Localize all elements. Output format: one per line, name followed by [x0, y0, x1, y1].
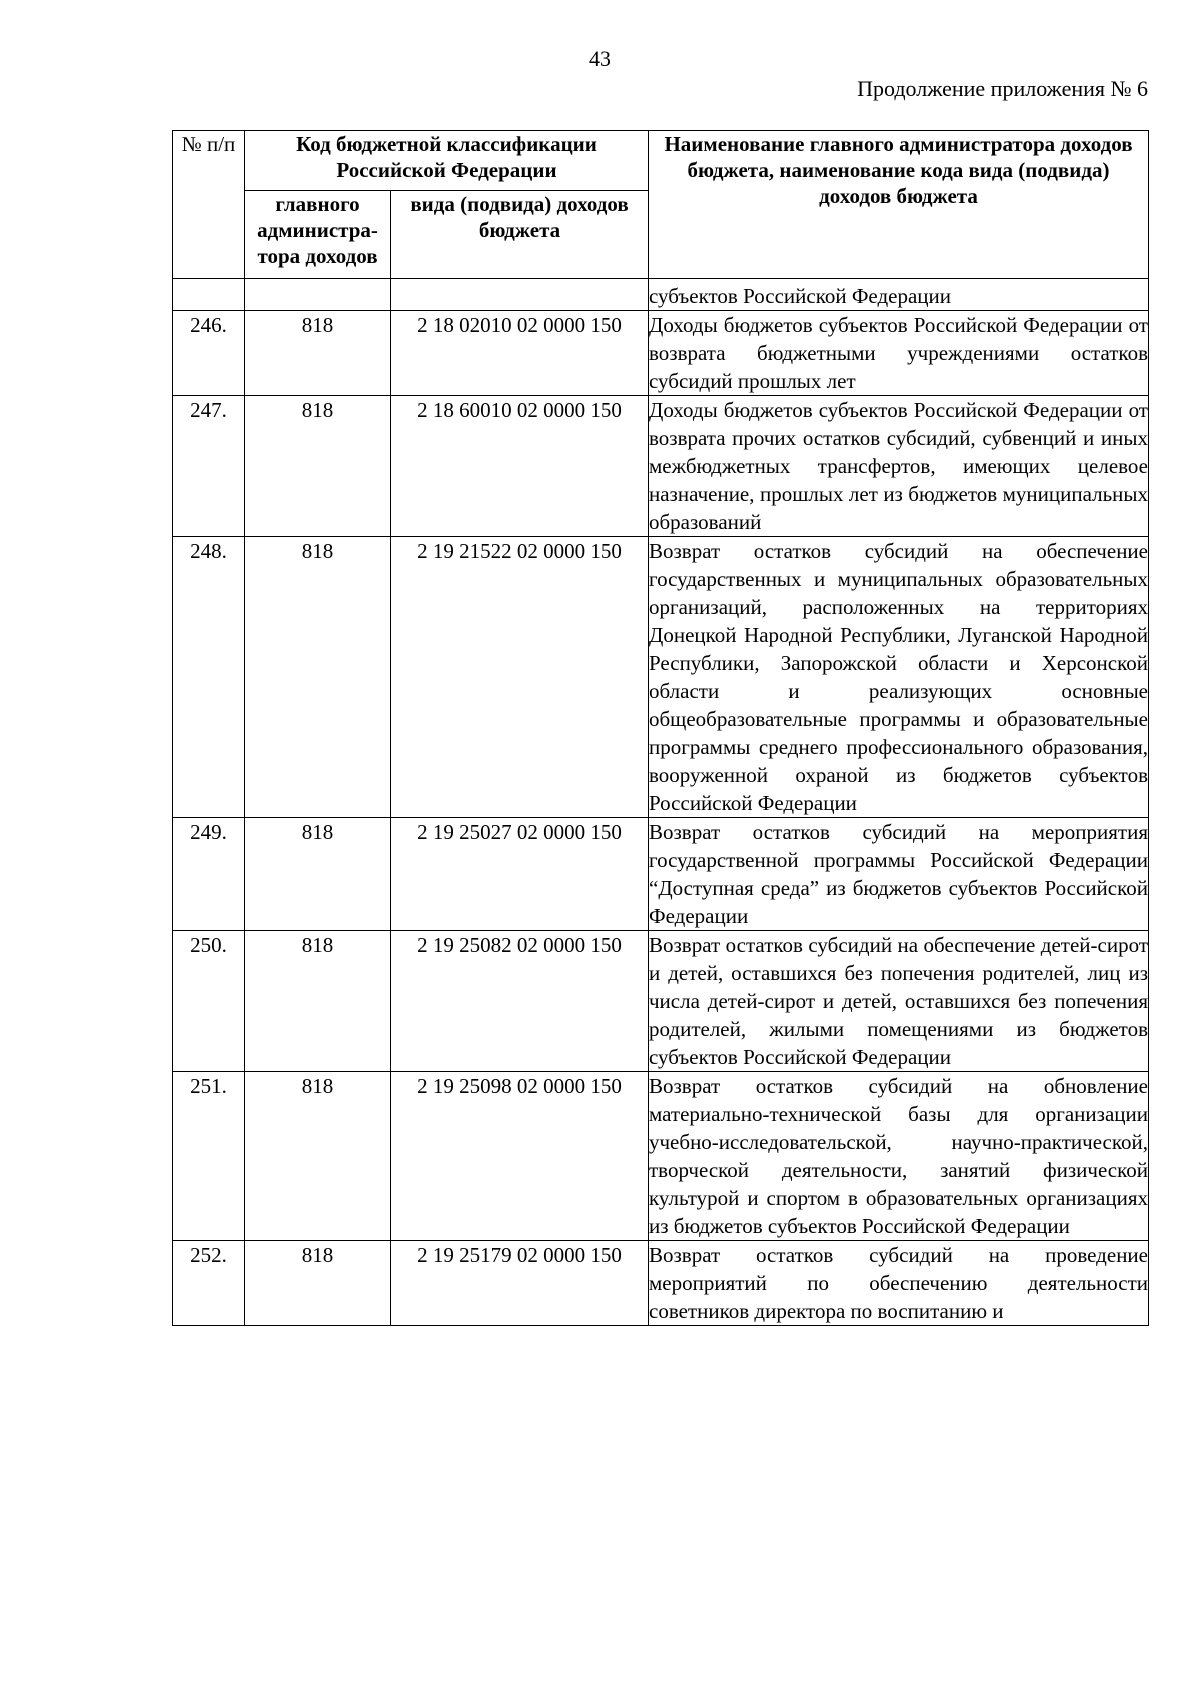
table-row: [173, 818, 1149, 931]
cell-admin-code: 818: [245, 818, 391, 931]
cell-description: Возврат остатков субсидий на мероприятия государственной программы Российской Федерации “Доступная среда” из бюджетов субъектов Российской Федерации: [649, 818, 1149, 931]
cell-income-code: [391, 279, 649, 311]
cell-number: 252.: [173, 1241, 245, 1326]
cell-number: 249.: [173, 818, 245, 931]
table-row: [173, 1072, 1149, 1241]
cell-description: Возврат остатков субсидий на обновление материально-технической базы для организации учебно-исследовательской, научно-практической, творческой деятельности, занятий физической культурой и спортом в образовательных организациях из бюджетов субъектов Российской Федерации: [649, 1072, 1149, 1241]
cell-description: Доходы бюджетов субъектов Российской Федерации от возврата прочих остатков субсидий, субвенций и иных межбюджетных трансфертов, имеющих целевое назначение, прошлых лет из бюджетов муниципальных образований: [649, 396, 1149, 537]
cell-description: Доходы бюджетов субъектов Российской Федерации от возврата бюджетными учреждениями остатков субсидий прошлых лет: [649, 311, 1149, 396]
appendix-continuation-label: Продолжение приложения № 6: [857, 76, 1148, 101]
table-row: [173, 1241, 1149, 1326]
cell-number: [173, 279, 245, 311]
table-row-continuation: [173, 279, 1149, 311]
cell-income-code: 2 19 25027 02 0000 150: [391, 818, 649, 931]
table-row: [173, 931, 1149, 1072]
cell-income-code: 2 19 25179 02 0000 150: [391, 1241, 649, 1326]
cell-admin-code: 818: [245, 537, 391, 818]
cell-income-code: 2 18 60010 02 0000 150: [391, 396, 649, 537]
cell-number: 247.: [173, 396, 245, 537]
table-row: [173, 537, 1149, 818]
column-header-income-kind: вида (подвида) доходов бюджета: [391, 191, 649, 279]
page-number: 43: [589, 46, 611, 71]
cell-number: 246.: [173, 311, 245, 396]
cell-income-code: 2 18 02010 02 0000 150: [391, 311, 649, 396]
table-row: [173, 396, 1149, 537]
cell-description: субъектов Российской Федерации: [649, 279, 1149, 311]
cell-number: 248.: [173, 537, 245, 818]
cell-income-code: 2 19 21522 02 0000 150: [391, 537, 649, 818]
column-header-admin-code: главного администра-тора доходов: [245, 191, 391, 279]
cell-admin-code: [245, 279, 391, 311]
cell-income-code: 2 19 25082 02 0000 150: [391, 931, 649, 1072]
cell-admin-code: 818: [245, 1072, 391, 1241]
cell-number: 250.: [173, 931, 245, 1072]
column-header-number: № п/п: [173, 131, 245, 279]
cell-description: Возврат остатков субсидий на обеспечение государственных и муниципальных образовательных организаций, расположенных на территориях Донецкой Народной Республики, Луганской Народной Республики, Запорожской области и Херсонской области и реализующих основные общеобразовательные программы и образовательные программы среднего профессионального образования, вооруженной охраной из бюджетов субъектов Российской Федерации: [649, 537, 1149, 818]
column-header-code-group: Код бюджетной классификации Российской Федерации: [245, 131, 649, 191]
table-body: [173, 279, 1149, 1326]
cell-description: Возврат остатков субсидий на обеспечение детей-сирот и детей, оставшихся без попечения родителей, лиц из числа детей-сирот и детей, оставшихся без попечения родителей, жилыми помещениями из бюджетов субъектов Российской Федерации: [649, 931, 1149, 1072]
column-header-name: Наименование главного администратора доходов бюджета, наименование кода вида (подвида) доходов бюджета: [649, 131, 1149, 279]
budget-classification-table: [172, 130, 1149, 1326]
cell-admin-code: 818: [245, 311, 391, 396]
cell-admin-code: 818: [245, 396, 391, 537]
cell-admin-code: 818: [245, 1241, 391, 1326]
cell-admin-code: 818: [245, 931, 391, 1072]
table-header: [173, 131, 1149, 279]
cell-number: 251.: [173, 1072, 245, 1241]
table-row: [173, 311, 1149, 396]
cell-description: Возврат остатков субсидий на проведение мероприятий по обеспечению деятельности советников директора по воспитанию и: [649, 1241, 1149, 1326]
cell-income-code: 2 19 25098 02 0000 150: [391, 1072, 649, 1241]
